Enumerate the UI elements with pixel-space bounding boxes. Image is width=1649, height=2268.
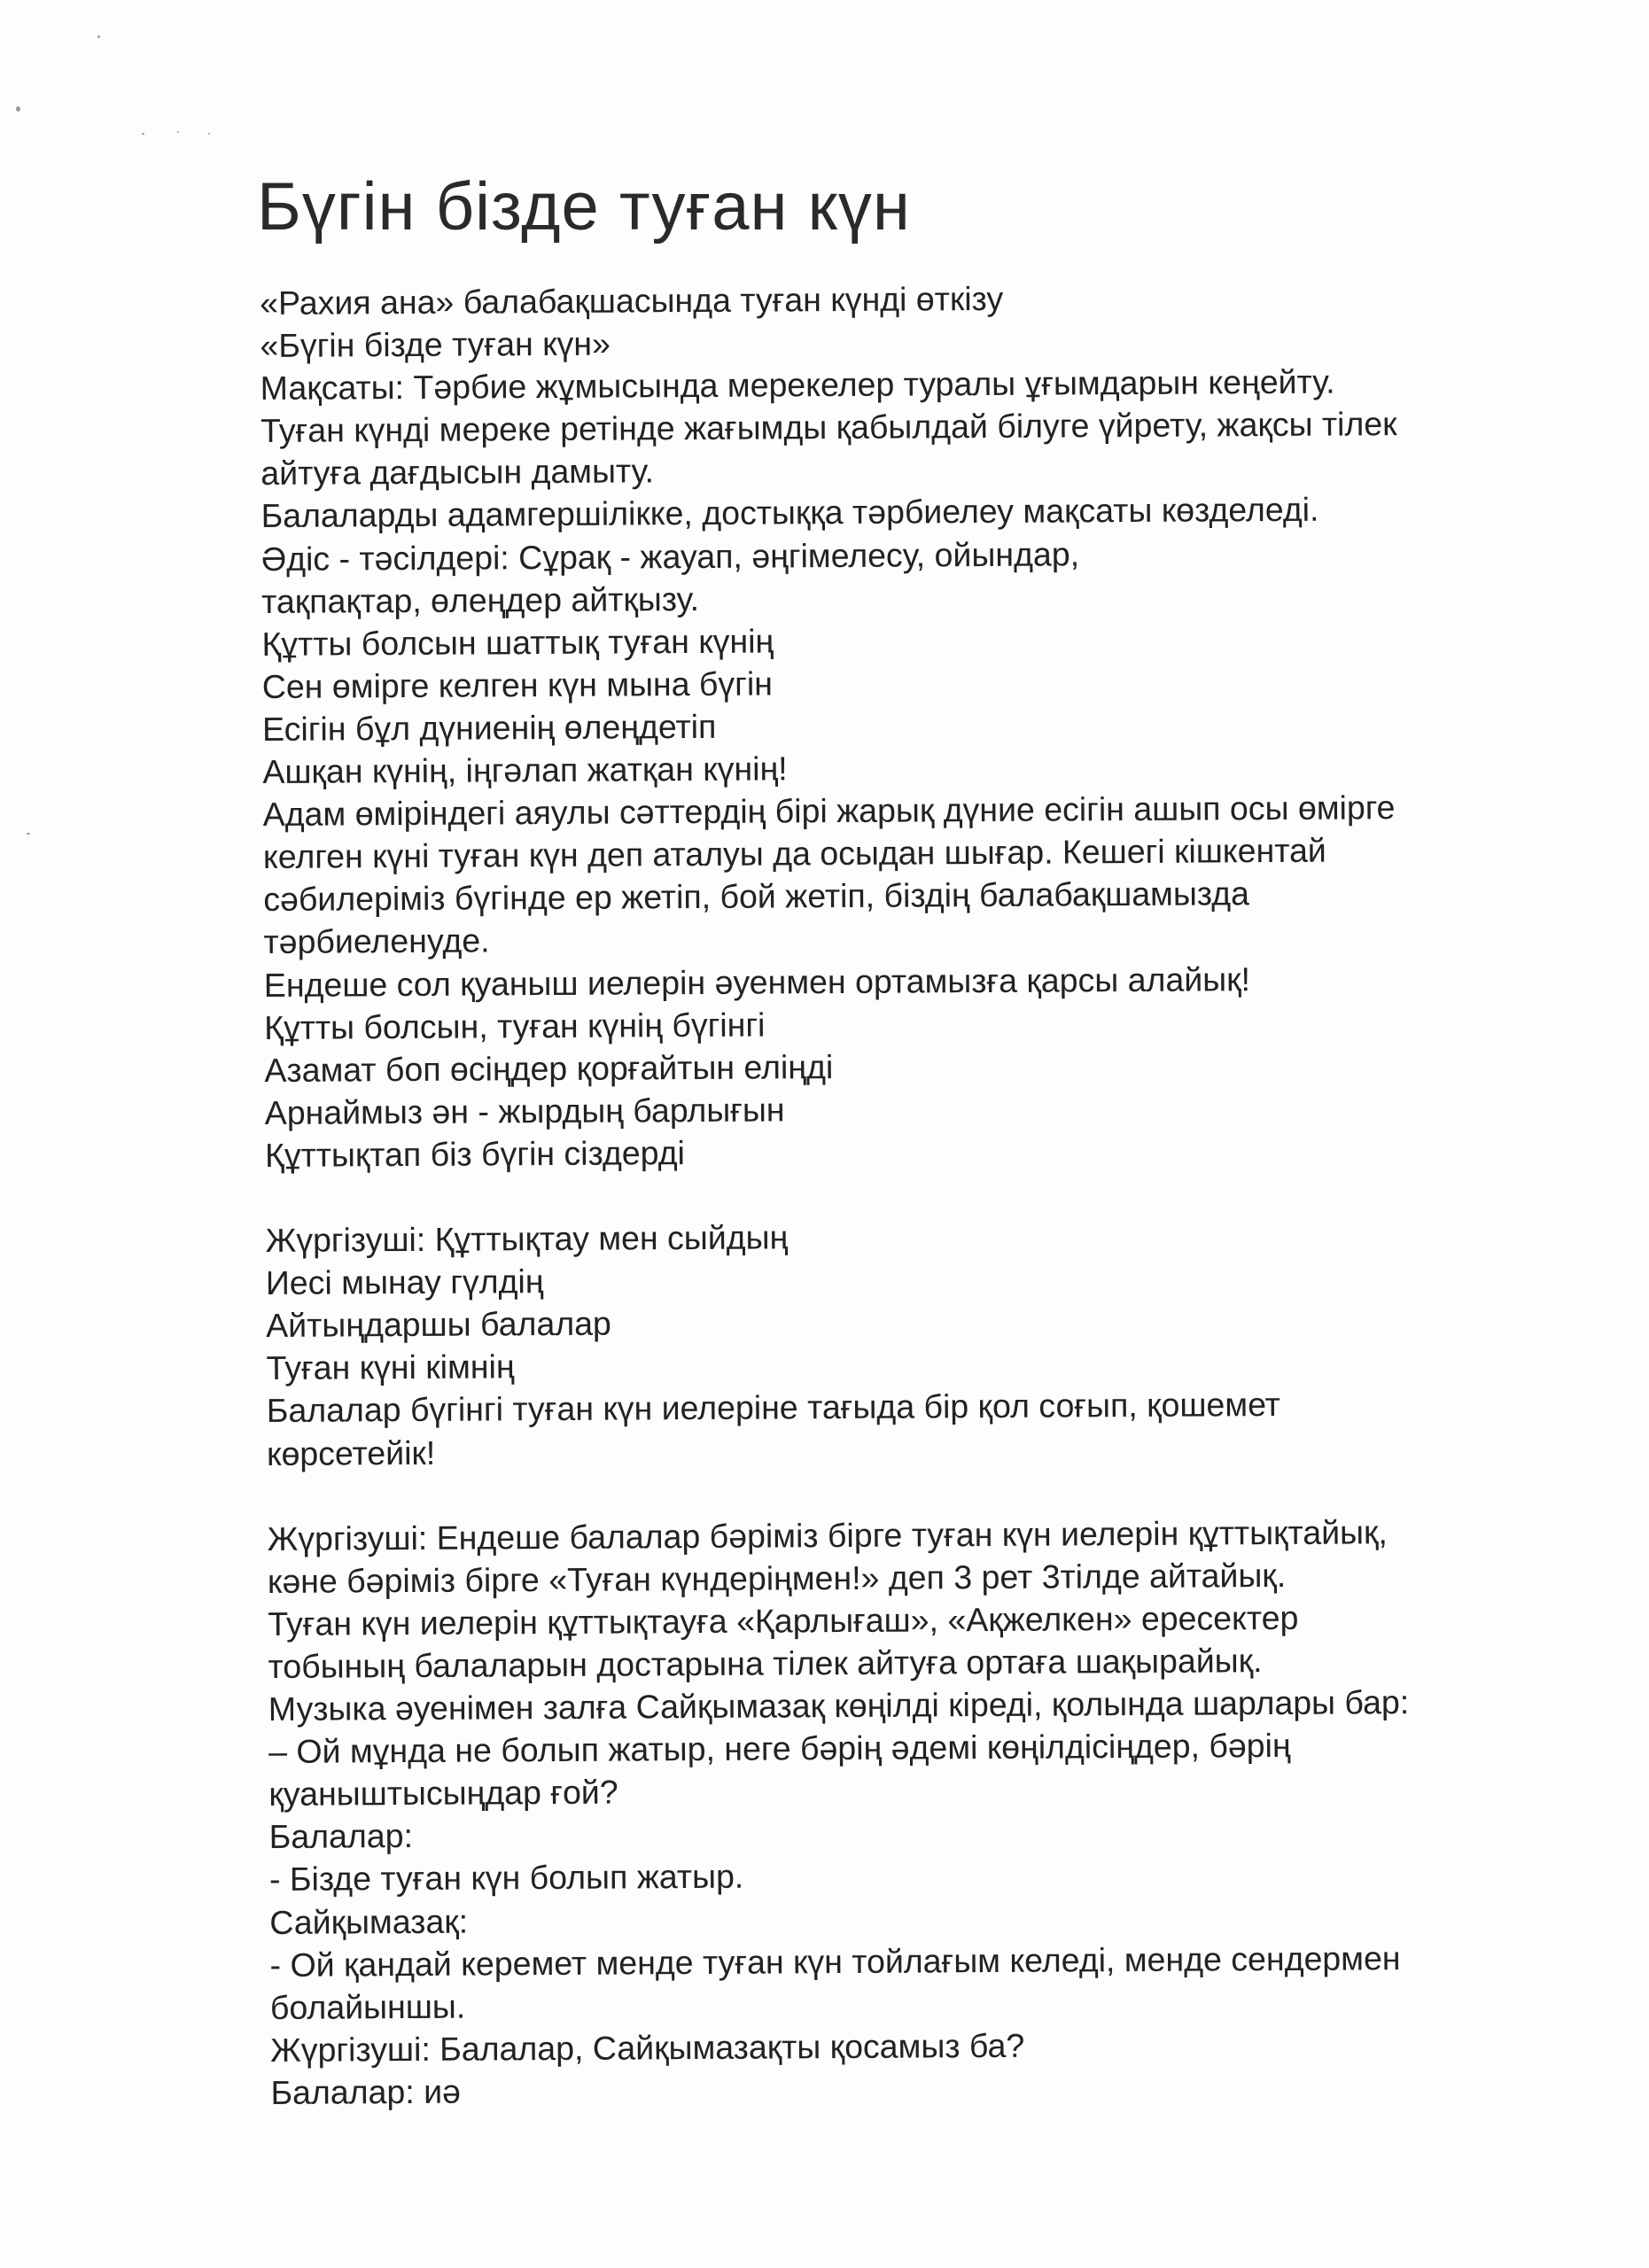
text-line: Құттықтап біз бүгін сіздерді bbox=[264, 1133, 685, 1174]
text-line: Адам өміріндегі аяулы сәттердің бірі жарық дүние есігін ашып осы өмірге bbox=[262, 788, 1396, 834]
text-line: Туған күнді мереке ретінде жағымды қабылдай білуге үйрету, жақсы тілек bbox=[260, 405, 1397, 450]
text-line: қуаныштысыңдар ғой? bbox=[268, 1773, 618, 1814]
text-line: Музыка әуенімен залға Сайқымазақ көңілді кіреді, қолында шарлары бар: bbox=[268, 1683, 1410, 1728]
text-line: Ашқан күнің, іңгәлап жатқан күнің! bbox=[262, 750, 788, 791]
scan-speck bbox=[208, 133, 210, 135]
text-line: Азамат боп өсіңдер қорғайтын еліңді bbox=[264, 1047, 834, 1089]
text-line: «Бүгін бізде туған күн» bbox=[260, 324, 611, 365]
text-line: - Ой қандай керемет менде туған күн тойлағым келеді, менде сендермен bbox=[269, 1938, 1401, 1984]
text-line: Балалар бүгінгі туған күн иелеріне тағыда бір қол соғып, қошемет bbox=[266, 1386, 1281, 1430]
text-line: тәрбиеленуде. bbox=[263, 921, 490, 961]
text-line: Құтты болсын шаттық туған күнің bbox=[261, 622, 774, 663]
text-line: болайыншы. bbox=[269, 1987, 466, 2026]
text-line: Құтты болсын, туған күнің бүгінгі bbox=[264, 1006, 766, 1046]
scan-speck bbox=[177, 131, 179, 133]
text-line: Балалар: bbox=[268, 1817, 414, 1856]
scan-speck bbox=[97, 35, 100, 38]
text-line: келген күні туған күн деп аталуы да осыдан шығар. Кешегі кішкентай bbox=[262, 831, 1326, 876]
text-line: тобының балаларын достарына тілек айтуға ортаға шақырайық. bbox=[268, 1642, 1263, 1685]
text-line: Иесі мынау гүлдің bbox=[265, 1262, 544, 1302]
text-line: Жүргізуші: Балалар, Сайқымазақты қосамыз ба? bbox=[270, 2026, 1025, 2069]
document-body bbox=[260, 274, 1565, 2114]
text-line: Туған күн иелерін құттықтауға «Қарлығаш», «Ақжелкен» ересектер bbox=[268, 1598, 1299, 1643]
text-line: Сен өмірге келген күн мына бүгін bbox=[261, 664, 774, 705]
text-line: Балалар: иә bbox=[270, 2072, 462, 2111]
scan-speck bbox=[142, 133, 144, 135]
text-line: Мақсаты: Тәрбие жұмысында мерекелер туралы ұғымдарын кеңейту. bbox=[260, 362, 1335, 408]
text-line: Есігін бұл дүниенің өлеңдетіп bbox=[261, 707, 717, 748]
text-line: кәне бәріміз бірге «Туған күндеріңмен!» деп 3 рет 3тілде айтайық. bbox=[267, 1556, 1287, 1600]
text-line: Сайқымазақ: bbox=[269, 1902, 469, 1941]
text-line: Айтыңдаршы балалар bbox=[266, 1304, 611, 1345]
text-line: Жүргізуші: Ендеше балалар бәріміз бірге туған күн иелерін құттықтайық, bbox=[267, 1512, 1388, 1557]
scan-speck bbox=[16, 106, 20, 112]
text-line: – Ой мұнда не болып жатыр, неге бәрің әдемі көңілдісіңдер, бәрің bbox=[268, 1727, 1291, 1771]
text-line: Жүргізуші: Құттықтау мен сыйдың bbox=[265, 1218, 789, 1260]
text-line: көрсетейік! bbox=[266, 1433, 436, 1472]
text-line: тақпақтар, өлеңдер айтқызу. bbox=[261, 579, 700, 620]
text-line: Балаларды адамгершілікке, достыққа тәрбиелеу мақсаты көзделеді. bbox=[261, 491, 1319, 535]
text-line: Арнаймыз ән - жырдың барлығын bbox=[264, 1091, 785, 1131]
text-line: - Бізде туған күн болып жатыр. bbox=[268, 1858, 744, 1899]
text-line: «Рахия ана» балабақшасында туған күнді өткізу bbox=[260, 279, 1004, 322]
text-line: айтуға дағдысын дамыту. bbox=[261, 452, 655, 493]
text-line: Әдіс - тәсілдері: Сұрақ - жауап, әңгімелесу, ойындар, bbox=[261, 534, 1080, 578]
page-title: Бүгін бізде туған күн bbox=[257, 169, 911, 245]
text-line: Ендеше сол қуаныш иелерін әуенмен ортамызға қарсы алайық! bbox=[263, 959, 1251, 1004]
text-line: Туған күні кімнің bbox=[266, 1348, 515, 1387]
scan-speck bbox=[27, 833, 30, 835]
text-line: сәбилеріміз бүгінде ер жетіп, бой жетіп, біздің балабақшамызда bbox=[263, 874, 1250, 919]
